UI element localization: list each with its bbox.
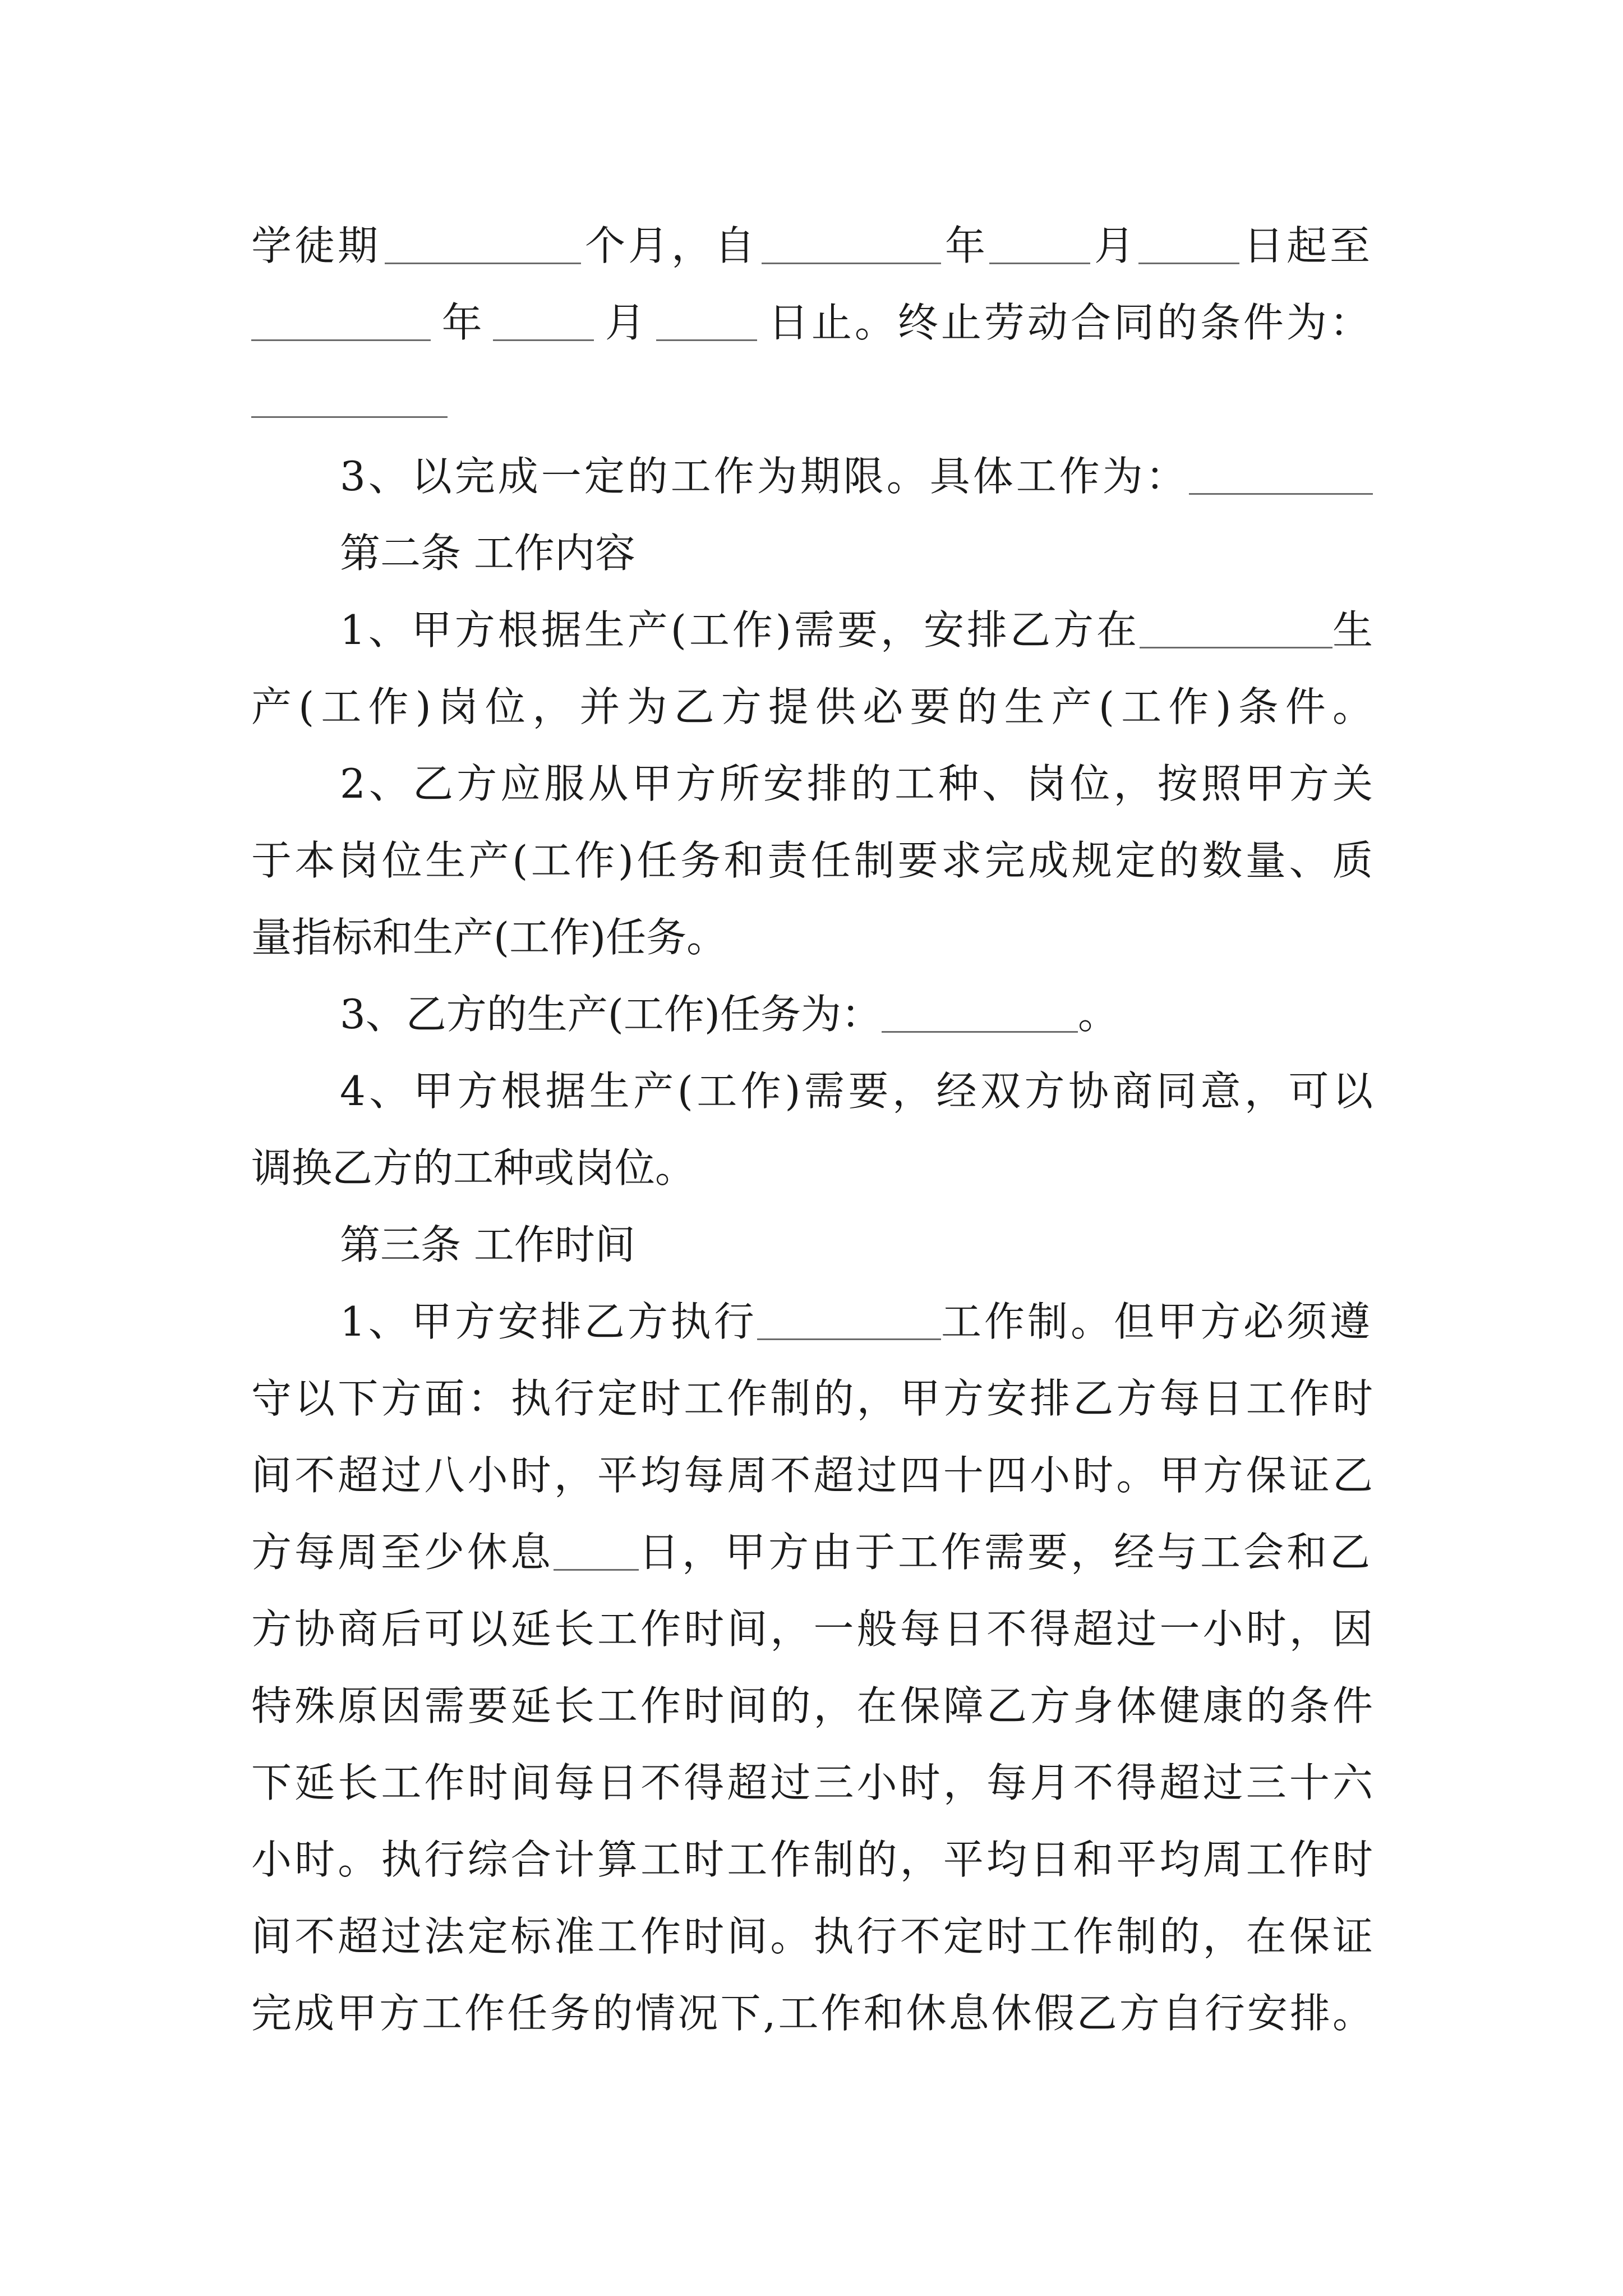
text-line: 4、甲方根据生产(工作)需要，经双方协商同意，可以 <box>340 1068 1377 1115</box>
text-line: 2、乙方应服从甲方所安排的工种、岗位，按照甲方关 <box>340 760 1377 807</box>
contract-body <box>251 222 1380 2068</box>
text-line: 于本岗位生产(工作)任务和责任制要求完成规定的数量、质 <box>251 837 1376 884</box>
blank-field <box>656 300 757 341</box>
text-line: 量指标和生产(工作)任务。 <box>251 914 727 961</box>
text-line: 完成甲方工作任务的情况下,工作和休息休假乙方自行安排。 <box>251 1990 1376 2037</box>
text-line <box>251 1530 1373 1607</box>
text-segment: 年 <box>944 222 985 269</box>
text-line <box>251 992 1373 1069</box>
text-line: 特殊原因需要延长工作时间的，在保障乙方身体健康的条件 <box>251 1682 1376 1729</box>
text-line <box>251 377 1373 454</box>
text-segment: 。 <box>1078 991 1119 1038</box>
text-line <box>251 608 1373 684</box>
text-segment: 1、甲方安排乙方执行 <box>340 1298 757 1345</box>
text-line: 调换乙方的工种或岗位。 <box>251 1144 696 1191</box>
text-segment: 个月，自 <box>584 222 758 269</box>
section-heading: 第二条 工作内容 <box>340 530 635 577</box>
text-segment: 日止。终止劳动合同的条件为： <box>768 299 1373 346</box>
text-line <box>251 454 1373 531</box>
text-line: 产(工作)岗位，并为乙方提供必要的生产(工作)条件。 <box>251 683 1380 730</box>
text-segment: 年 <box>441 299 482 346</box>
blank-field <box>757 1299 941 1340</box>
text-segment: 日起至 <box>1243 222 1373 269</box>
text-segment: 方每周至少休息 <box>251 1529 554 1576</box>
section-heading: 第三条 工作时间 <box>340 1221 635 1268</box>
blank-field <box>385 223 581 264</box>
text-line: 守以下方面：执行定时工作制的，甲方安排乙方每日工作时 <box>251 1375 1376 1422</box>
blank-field <box>1189 454 1373 495</box>
text-segment: 月 <box>1094 222 1135 269</box>
text-segment: 生 <box>1332 606 1373 654</box>
text-segment: 日，甲方由于工作需要，经与工会和乙 <box>638 1529 1373 1576</box>
text-line: 小时。执行综合计算工时工作制的，平均日和平均周工作时 <box>251 1836 1376 1883</box>
text-line <box>251 1299 1373 1376</box>
blank-field <box>1138 223 1239 264</box>
text-line: 下延长工作时间每日不得超过三小时，每月不得超过三十六 <box>251 1759 1376 1806</box>
text-segment: 学徒期 <box>251 222 381 269</box>
blank-field <box>251 300 431 341</box>
text-line <box>251 223 1373 300</box>
text-line <box>251 300 1373 377</box>
blank-field <box>493 300 594 341</box>
blank-field <box>251 377 448 418</box>
blank-field <box>882 992 1078 1033</box>
text-segment: 3、以完成一定的工作为期限。具体工作为： <box>340 453 1189 500</box>
text-line: 间不超过八小时，平均每周不超过四十四小时。甲方保证乙 <box>251 1452 1376 1499</box>
blank-field <box>554 1530 639 1571</box>
text-segment: 月 <box>605 299 645 346</box>
text-line: 方协商后可以延长工作时间，一般每日不得超过一小时，因 <box>251 1605 1376 1653</box>
blank-field <box>1140 608 1332 648</box>
text-segment: 1、甲方根据生产(工作)需要，安排乙方在 <box>340 606 1140 654</box>
blank-field <box>989 223 1090 264</box>
text-segment: 工作制。但甲方必须遵 <box>940 1298 1373 1345</box>
blank-field <box>762 223 941 264</box>
text-segment: 3、乙方的生产(工作)任务为： <box>340 991 882 1038</box>
text-line: 间不超过法定标准工作时间。执行不定时工作制的，在保证 <box>251 1913 1376 1960</box>
